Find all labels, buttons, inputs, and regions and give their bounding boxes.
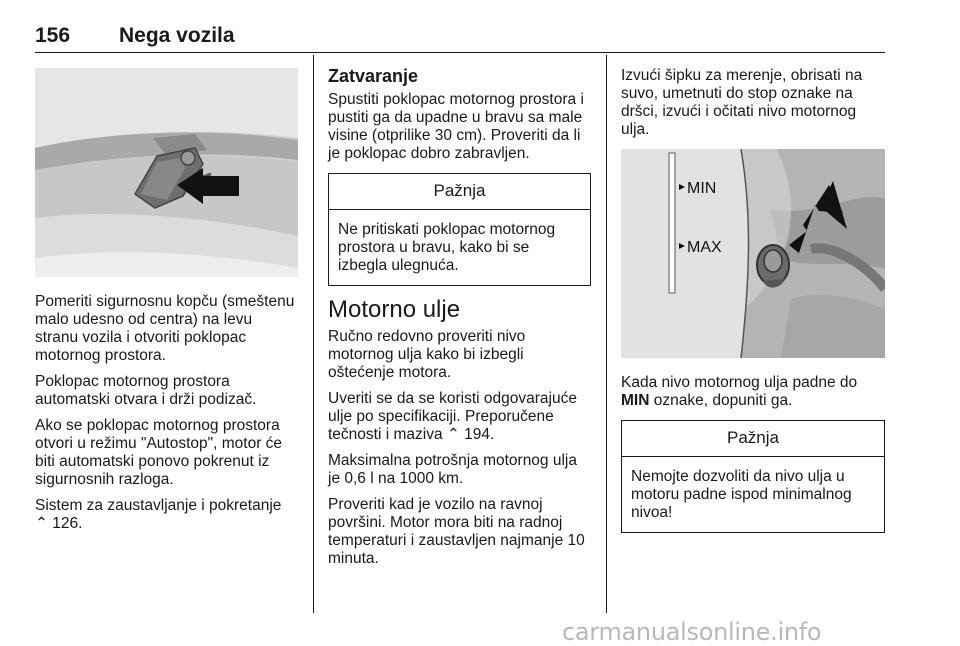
paragraph: Ako se poklopac motornog prostora otvori u režimu "Autostop", motor će biti automatski ponovo pokrenut iz sigurnosnih razloga. bbox=[35, 417, 283, 488]
paragraph: Ručno redovno proveriti nivo motornog ulja kako bi izbegli oštećenje motora. bbox=[328, 328, 526, 381]
cross-reference[interactable]: Sistem za zaustavljanje i pokretanje ⌃ 126. bbox=[35, 497, 282, 532]
dipstick-max-label: MAX bbox=[687, 239, 722, 256]
paragraph: Maksimalna potrošnja motornog ulja je 0,6 l na 1000 km. bbox=[328, 452, 577, 487]
warning-box-oil bbox=[621, 420, 885, 533]
min-mark-text: MIN bbox=[621, 392, 650, 409]
hood-catch-illustration bbox=[35, 68, 298, 277]
column-1 bbox=[35, 293, 297, 541]
paragraph: Proveriti kad je vozilo na ravnoj površini. Motor mora biti na radnoj temperaturi i zaustavljen najmanje 10 minuta. bbox=[328, 496, 585, 567]
warning-heading: Pažnja bbox=[622, 421, 884, 457]
page-number: 156 bbox=[35, 24, 71, 47]
column-divider-1 bbox=[313, 55, 314, 613]
column-divider-2 bbox=[606, 55, 607, 613]
column-3 bbox=[621, 67, 885, 151]
header-divider bbox=[35, 52, 885, 53]
column-2 bbox=[328, 67, 591, 576]
warning-heading: Pažnja bbox=[329, 174, 590, 210]
dipstick-intro: Izvući šipku za merenje, obrisati na suvo, umetnuti do stop oznake na dršci, izvući i očitati nivo motornog ulja. bbox=[621, 67, 863, 138]
column-3-continued bbox=[621, 374, 885, 543]
paragraph: Poklopac motornog prostora automatski otvara i drži podizač. bbox=[35, 373, 257, 408]
paragraph: Pomeriti sigurnosnu kopču (smeštenu malo udesno od centra) na levu stranu vozila i otvoriti poklopac motornog prostora. bbox=[35, 293, 295, 364]
warning-text: Ne pritiskati poklopac motornog prostora u bravu, kako bi se izbegla ulegnuća. bbox=[338, 221, 556, 274]
closing-text: Spustiti poklopac motornog prostora i pustiti ga da upadne u bravu sa male visine (otprilike 30 cm). Proveriti da li je poklopac dobro zabravljen. bbox=[328, 91, 584, 162]
paragraph-with-reference: Uveriti se da se koristi odgovarajuće ulje po specifikaciji. Preporučene tečnosti i maziva ⌃ 194. bbox=[328, 390, 577, 443]
closing-heading: Zatvaranje bbox=[328, 66, 419, 86]
watermark: carmanualsonline.info bbox=[562, 618, 822, 646]
dipstick-illustration bbox=[621, 149, 885, 358]
warning-text: Nemojte dozvoliti da nivo ulja u motoru padne ispod minimalnog nivoa! bbox=[631, 468, 852, 521]
warning-box bbox=[328, 173, 591, 286]
dipstick-min-label: MIN bbox=[687, 180, 717, 197]
page-header bbox=[35, 24, 885, 50]
chapter-title: Nega vozila bbox=[119, 24, 235, 47]
section-heading: Motorno ulje bbox=[328, 296, 461, 323]
refill-instruction: Kada nivo motornog ulja padne do MIN oznake, dopuniti ga. bbox=[621, 374, 858, 409]
